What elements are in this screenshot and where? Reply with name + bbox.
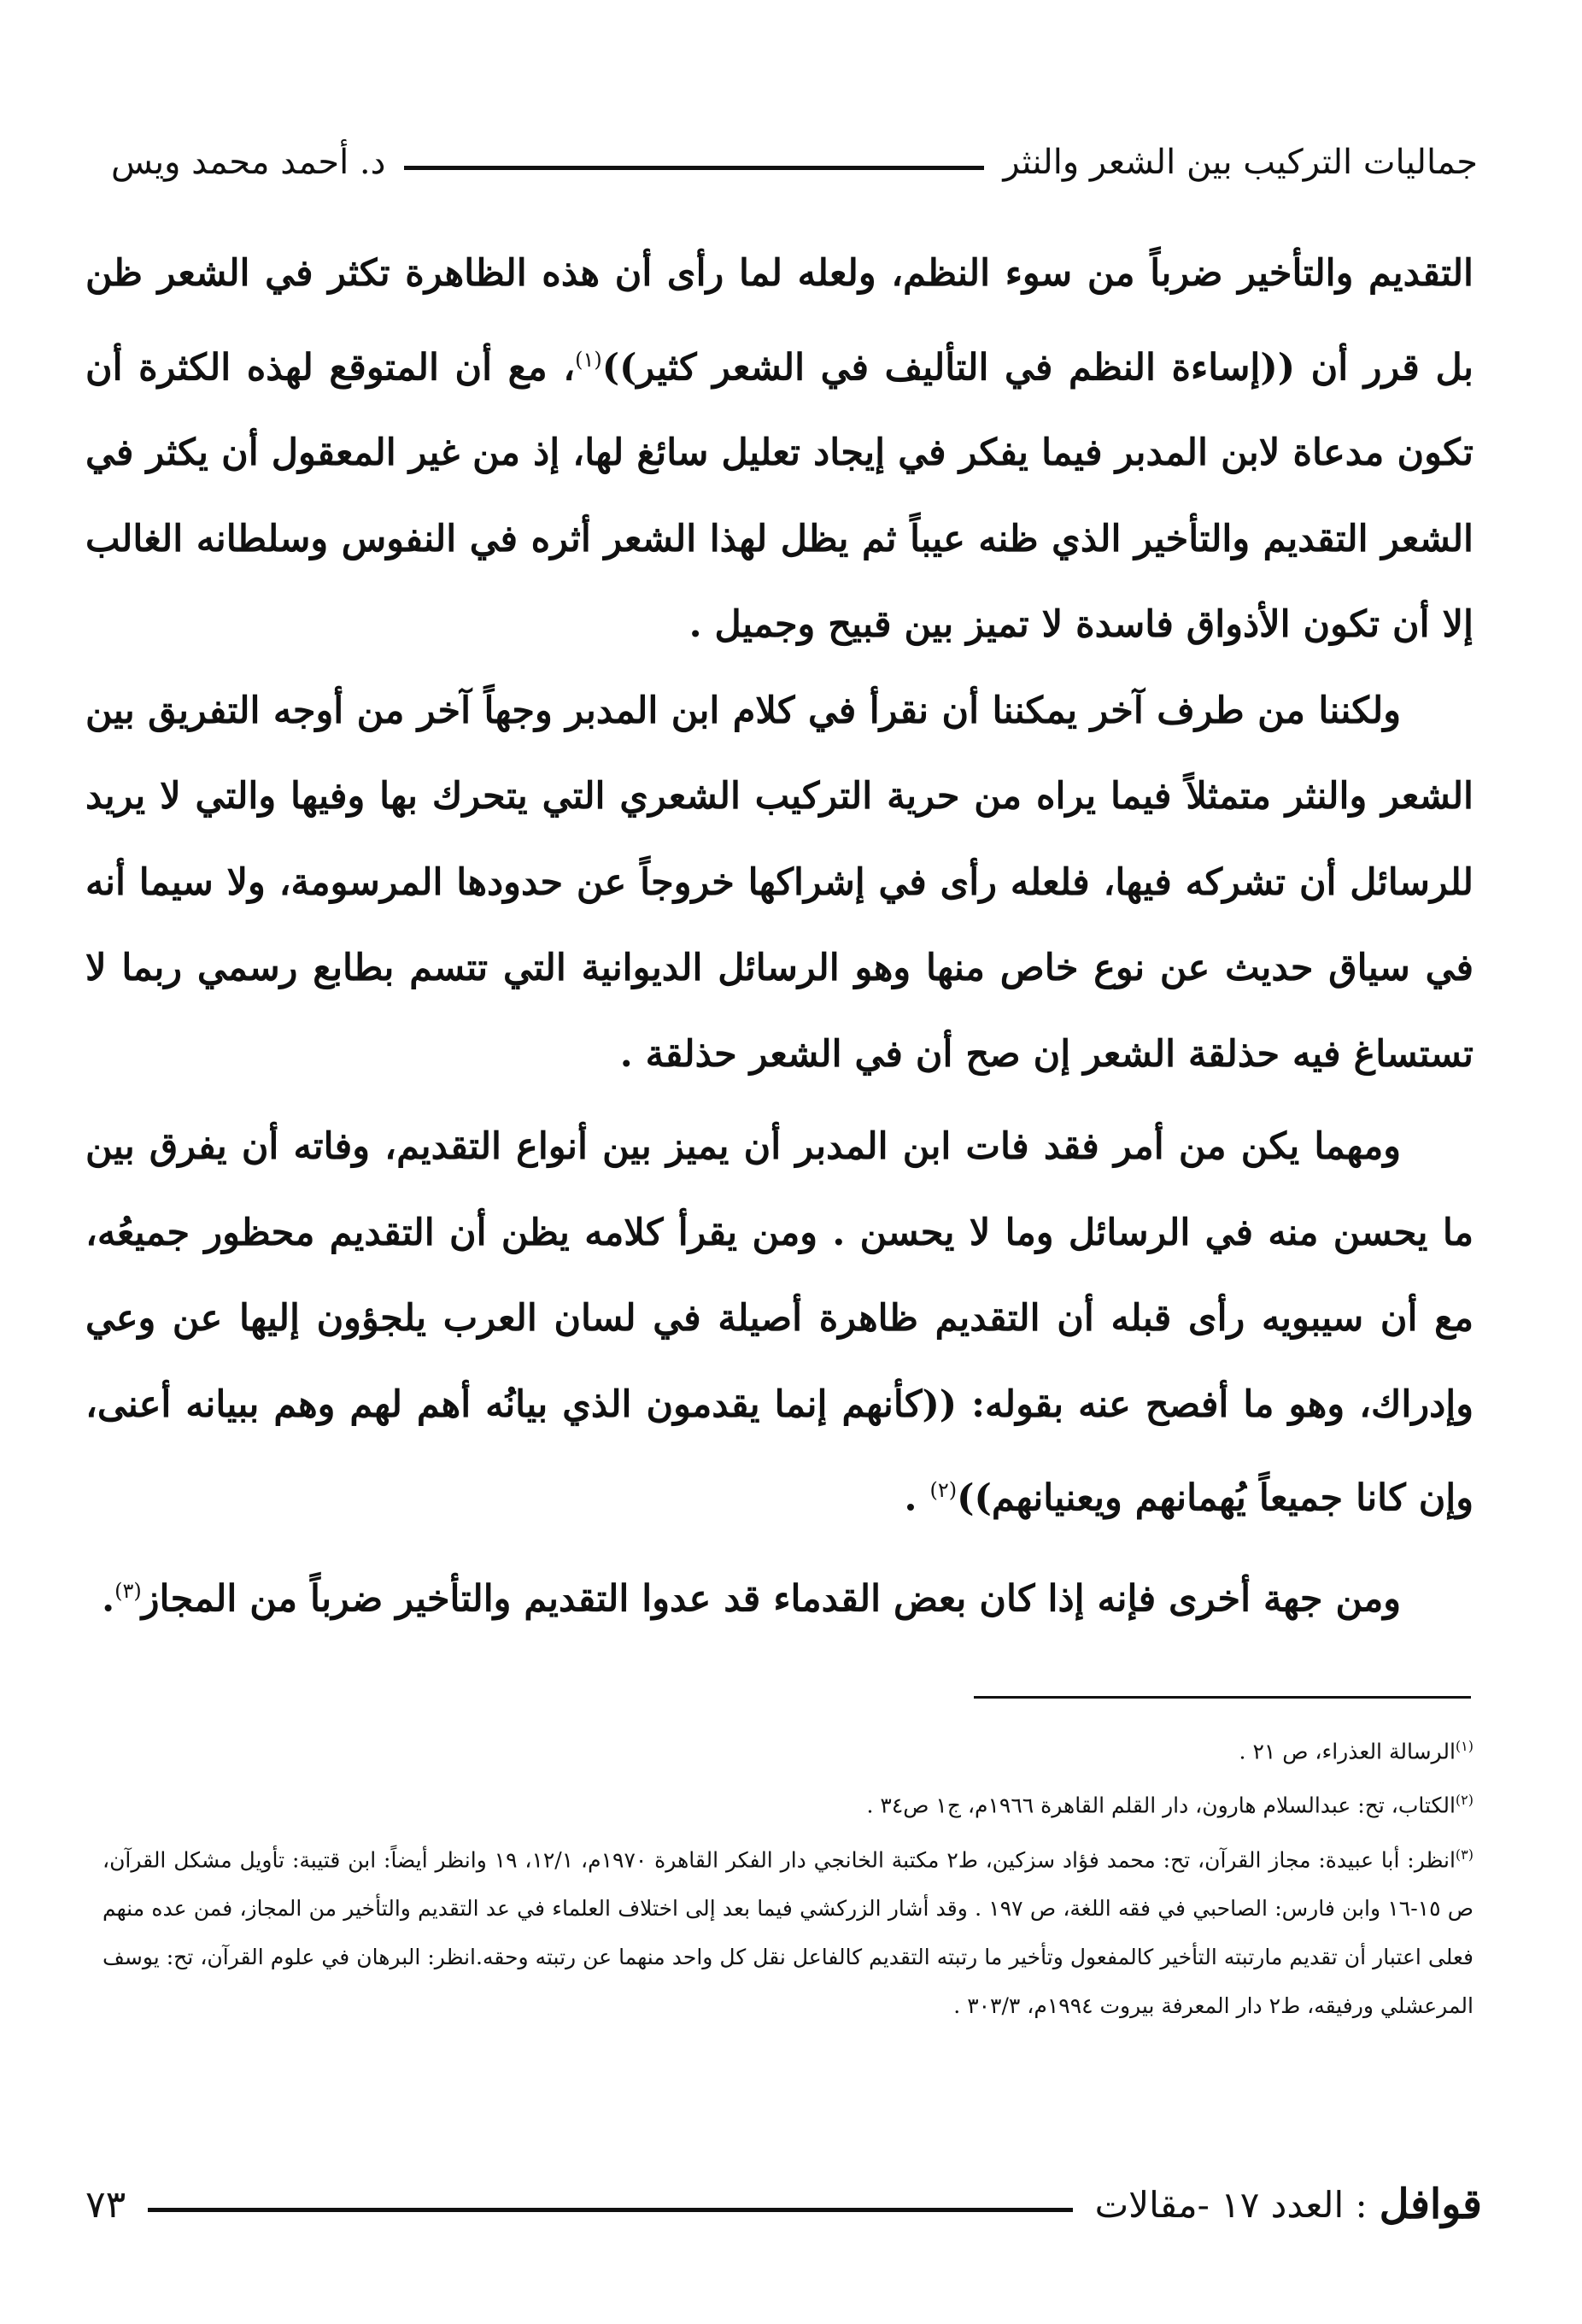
body-text (85, 231, 1474, 1642)
footnote-text: انظر: أبا عبيدة: مجاز القرآن، تح: محمد فؤاد سزكين، ط٢ مكتبة الخانجي دار الفكر القاهرة ١٩٧٠م، ١٢/١، ١٩ وانظر أيضاً: ابن قتيبة: تأويل مشكل القرآن، ص ١٥-١٦ وابن فارس: الصاحبي في فقه اللغة، ص ١٩٧ . وقد أشار الزركشي فيما بعد إلى اختلاف العلماء في عد التقديم والتأخير من المجاز، فمن عده منهم فعلى اعتبار أن تقديم مارتبته التأخير كالمفعول وتأخير ما رتبته التقديم كالفاعل نقل كل واحد منهما عن رتبته وحقه.انظر: البرهان في علوم القرآن، تح: يوسف المرعشلي ورفيقه، ط٢ دار المعرفة بيروت ١٩٩٤م، ٣٠٣/٣ . (103, 1846, 1474, 2018)
footnote-ref: (٣) (114, 1579, 142, 1604)
issue-label: : العدد ١٧ -مقالات (1094, 2183, 1368, 2226)
footnote-marker: (٢) (1455, 1792, 1474, 1809)
paragraph: ومهما يكن من أمر فقد فات ابن المدبر أن يميز بين أنواع التقديم، وفاته أن يفرق بين ما يحسن منه في الرسائل وما لا يحسن . ومن يقرأ كلامه يظن أن التقديم محظور جميعُه، مع أن سيبويه رأى قبله أن التقديم ظاهرة أصيلة في لسان العرب يلجؤون إليها عن وعي وإدراك، وهو ما أفصح عنه بقوله: ((كأنهم إنما يقدمون الذي بيانُه أهم لهم وهم ببيانه أعنى، وإن كانا جميعاً يُهمانهم ويعنيانهم))$^{(٢)}$ . (85, 1125, 1474, 1520)
footnotes (103, 1722, 1474, 2030)
paragraph: التقديم والتأخير ضرباً من سوء النظم، ولعله لما رأى أن هذه الظاهرة تكثر في الشعر ظن بل قرر أن ((إساءة النظم في التأليف في الشعر كثير))$^{(١)}$، مع أن المتوقع لهذه الكثرة أن تكون مدعاة لابن المدبر فيما يفكر في إيجاد تعليل سائغ لها، إذ من غير المعقول أن يكثر في الشعر التقديم والتأخير الذي ظنه عيباً ثم يظل لهذا الشعر أثره في النفوس وسلطانه الغالب إلا أن تكون الأذواق فاسدة لا تميز بين قبيح وجميل . (85, 252, 1474, 647)
footnote (103, 1775, 1474, 1829)
journal-name: قوافل (1379, 2180, 1482, 2228)
page-number: ٧٣ (85, 2182, 126, 2227)
author-name: د. أحمد محمد ويس (111, 143, 386, 182)
running-header (111, 128, 1478, 197)
footnote-ref: (٢) (929, 1478, 958, 1503)
article-title: جماليات التركيب بين الشعر والنثر (1003, 143, 1478, 182)
footer-rule (148, 2208, 1072, 2212)
header-rule (404, 166, 984, 170)
paragraph: ومن جهة أخرى فإنه إذا كان بعض القدماء قد عدوا التقديم والتأخير ضرباً من المجاز$^{(٣)}$. (102, 1577, 1401, 1621)
footnote-text: الكتاب، تح: عبدالسلام هارون، دار القلم القاهرة ١٩٦٦م، ج١ ص٣٤ . (866, 1793, 1456, 1818)
footnote-ref: (١) (575, 347, 602, 372)
footnote-marker: (١) (1455, 1738, 1474, 1754)
footnote-text: الرسالة العذراء، ص ٢١ . (1239, 1739, 1456, 1764)
footnote-marker: (٣) (1455, 1846, 1474, 1863)
footnote (103, 1722, 1474, 1775)
running-footer (85, 2174, 1482, 2234)
footnote-separator (974, 1696, 1471, 1699)
paragraph: ولكننا من طرف آخر يمكننا أن نقرأ في كلام ابن المدبر وجهاً آخر من أوجه التفريق بين الشعر والنثر متمثلاً فيما يراه من حرية التركيب الشعري التي يتحرك بها وفيها والتي لا يريد للرسائل أن تشركه فيها، فلعله رأى في إشراكها خروجاً عن حدودها المرسومة، ولا سيما أنه في سياق حديث عن نوع خاص منها وهو الرسائل الديوانية التي تتسم بطابع رسمي ربما لا تستساغ فيه حذلقة الشعر إن صح أن في الشعر حذلقة . (85, 689, 1474, 1076)
footnote (103, 1830, 1474, 2030)
